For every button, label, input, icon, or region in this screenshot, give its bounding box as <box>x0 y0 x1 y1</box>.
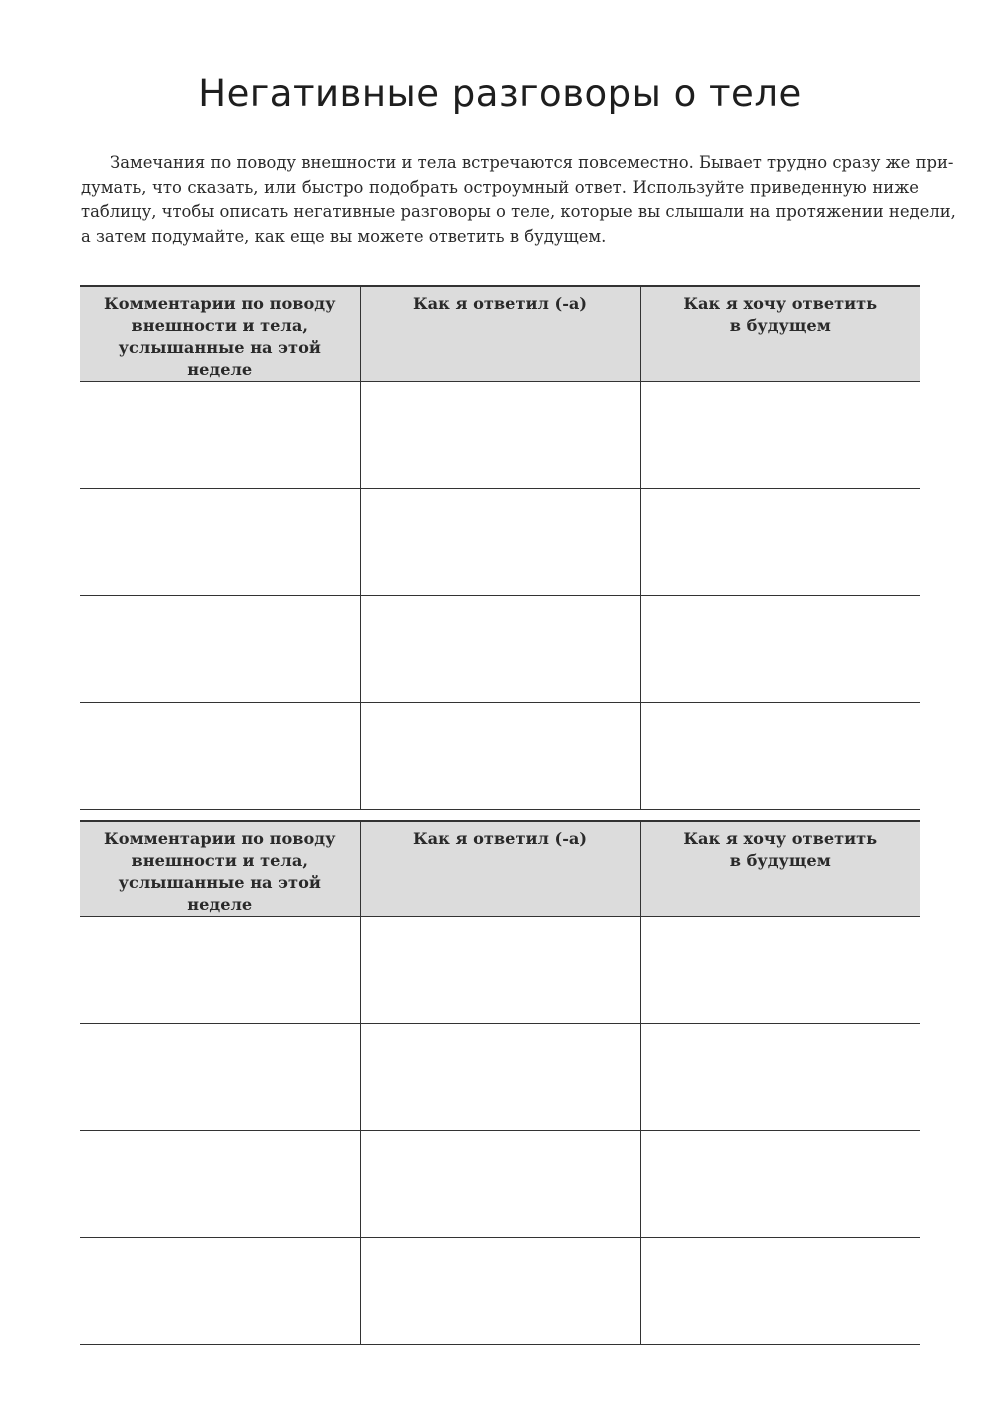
table-row <box>80 1131 920 1238</box>
cell-future-response[interactable] <box>640 1238 920 1345</box>
cell-my-response[interactable] <box>360 917 640 1024</box>
cell-comment[interactable] <box>80 382 360 489</box>
table-row <box>80 596 920 703</box>
cell-my-response[interactable] <box>360 1131 640 1238</box>
table-row <box>80 382 920 489</box>
table-row <box>80 917 920 1024</box>
cell-comment[interactable] <box>80 1131 360 1238</box>
intro-paragraph <box>81 151 956 249</box>
table-header-row <box>80 286 920 382</box>
header-comments-line: Комментарии по поводу <box>104 294 336 313</box>
cell-future-response[interactable] <box>640 703 920 810</box>
header-my-response-line: Как я ответил (-а) <box>412 294 588 313</box>
header-comments-line: внешности и тела, <box>131 851 308 870</box>
header-comments-line: услышанные на этой неделе <box>118 873 321 914</box>
worksheet-table-2 <box>80 820 920 1345</box>
table-row <box>80 1238 920 1345</box>
header-my-response <box>360 821 640 917</box>
cell-my-response[interactable] <box>360 703 640 810</box>
page-title: Негативные разговоры о теле <box>198 72 802 115</box>
intro-line: таблицу, чтобы описать негативные разговоры о теле, которые вы слышали на протяжении недели, <box>81 202 956 221</box>
cell-comment[interactable] <box>80 917 360 1024</box>
header-future-response-line: Как я хочу ответить <box>683 294 878 313</box>
cell-future-response[interactable] <box>640 489 920 596</box>
cell-comment[interactable] <box>80 703 360 810</box>
cell-comment[interactable] <box>80 596 360 703</box>
header-future-response-line: в будущем <box>729 316 831 335</box>
intro-line: а затем подумайте, как еще вы можете ответить в будущем. <box>81 226 607 246</box>
cell-future-response[interactable] <box>640 382 920 489</box>
intro-line: Замечания по поводу внешности и тела встречаются повсеместно. Бывает трудно сразу же при- <box>110 153 954 172</box>
header-future-response <box>640 821 920 917</box>
table-row <box>80 1024 920 1131</box>
cell-future-response[interactable] <box>640 917 920 1024</box>
header-comments-line: внешности и тела, <box>131 316 308 335</box>
cell-comment[interactable] <box>80 489 360 596</box>
header-comments <box>80 821 360 917</box>
header-comments-line: Комментарии по поводу <box>104 829 336 848</box>
cell-my-response[interactable] <box>360 1024 640 1131</box>
table-header-row <box>80 821 920 917</box>
header-comments-line: услышанные на этой неделе <box>118 338 321 379</box>
table-row <box>80 703 920 810</box>
cell-comment[interactable] <box>80 1238 360 1345</box>
table-row <box>80 489 920 596</box>
header-future-response-line: в будущем <box>729 851 831 870</box>
cell-my-response[interactable] <box>360 489 640 596</box>
cell-future-response[interactable] <box>640 596 920 703</box>
header-my-response-line: Как я ответил (-а) <box>412 829 588 848</box>
intro-line: думать, что сказать, или быстро подобрать остроумный ответ. Используйте приведенную ниже <box>81 177 919 197</box>
header-my-response <box>360 286 640 382</box>
cell-comment[interactable] <box>80 1024 360 1131</box>
worksheet-table-1 <box>80 285 920 810</box>
header-future-response-line: Как я хочу ответить <box>683 829 878 848</box>
cell-my-response[interactable] <box>360 1238 640 1345</box>
cell-my-response[interactable] <box>360 596 640 703</box>
cell-my-response[interactable] <box>360 382 640 489</box>
cell-future-response[interactable] <box>640 1131 920 1238</box>
cell-future-response[interactable] <box>640 1024 920 1131</box>
header-comments <box>80 286 360 382</box>
header-future-response <box>640 286 920 382</box>
